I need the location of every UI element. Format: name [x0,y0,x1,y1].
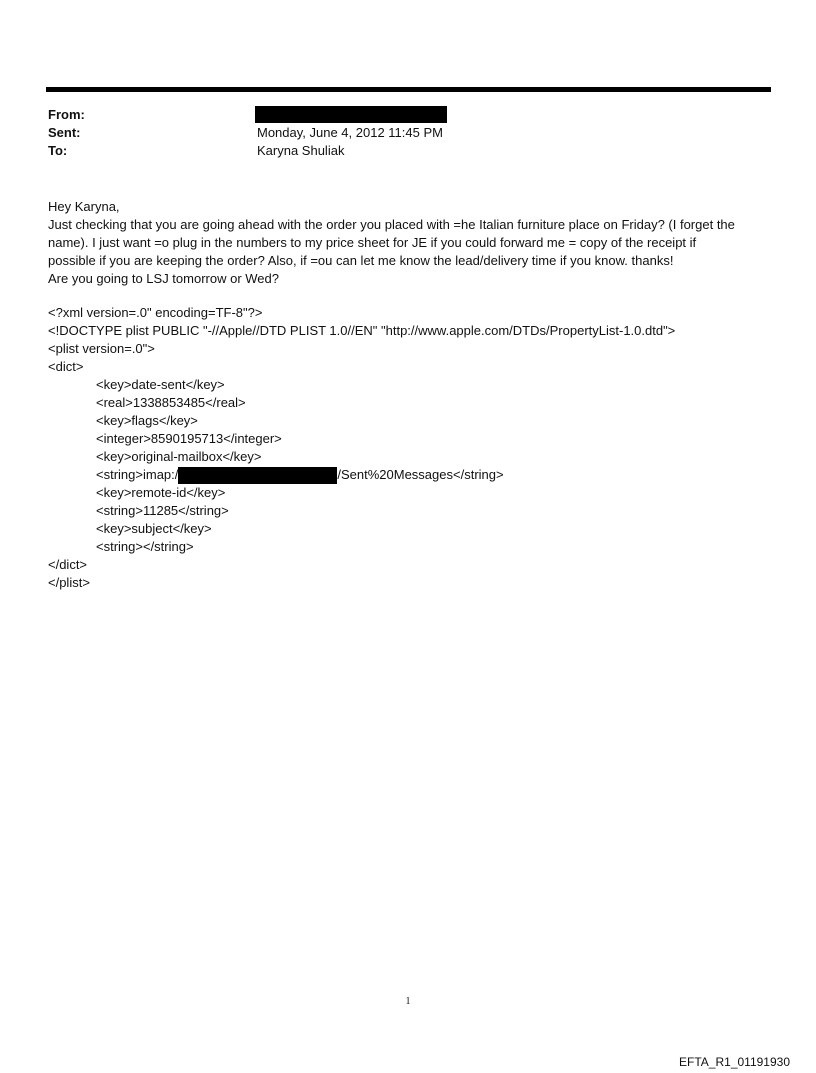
sent-value: Monday, June 4, 2012 11:45 PM [257,125,443,140]
sent-label: Sent: [48,125,81,140]
to-label: To: [48,143,68,158]
plist-block [48,304,768,592]
to-row [48,142,748,160]
doctype-line: <!DOCTYPE plist PUBLIC "-//Apple//DTD PLIST 1.0//EN" "http://www.apple.com/DTDs/PropertyList-1.0.dtd"> [48,323,676,338]
plist-entry: <key>original-mailbox</key> [96,449,262,464]
dict-open: <dict> [48,359,84,374]
mailbox-prefix: <string>imap:/ [96,467,179,482]
plist-entry: <integer>8590195713</integer> [96,431,282,446]
page-number: 1 [405,996,411,1007]
from-label: From: [48,107,85,122]
body-line: Just checking that you are going ahead with the order you placed with =he Italian furniture place on Friday? (I forget the [48,217,735,232]
email-body [48,198,778,288]
remote-id-prefix: <key>remote-id [96,485,187,500]
redacted-sender [255,106,447,123]
dict-close: </dict> [48,557,88,572]
plist-entry: <key>subject</key> [96,521,212,536]
xml-declaration: <?xml version=.0" encoding=TF-8"?> [48,305,263,320]
remote-id-entry [48,484,768,502]
plist-entry: <key>date-sent</key> [96,377,225,392]
plist-open: <plist version=.0"> [48,341,155,356]
plist-close: </plist> [48,575,90,590]
body-line: name). I just want =o plug in the numbers to my price sheet for JE if you could forward me = copy of the receipt if [48,235,697,250]
plist-entry: <string>11285</string> [96,503,229,518]
body-line: possible if you are keeping the order? Also, if =ou can let me know the lead/delivery time if you know. thanks! [48,253,674,268]
plist-entry: <key>flags</key> [96,413,198,428]
bates-number: EFTA_R1_01191930 [679,1055,790,1069]
sent-row [48,124,748,142]
plist-entry: <real>1338853485</real> [96,395,246,410]
header-divider [46,87,771,92]
plist-entry: <string></string> [96,539,194,554]
to-value: Karyna Shuliak [257,143,345,158]
body-line: Are you going to LSJ tomorrow or Wed? [48,271,279,286]
redacted-mailbox [178,467,337,484]
mailbox-suffix: /Sent%20Messages</string> [337,467,504,482]
mailbox-entry [48,466,768,484]
body-line: Hey Karyna, [48,199,120,214]
remote-id-suffix: </key> [186,485,226,500]
